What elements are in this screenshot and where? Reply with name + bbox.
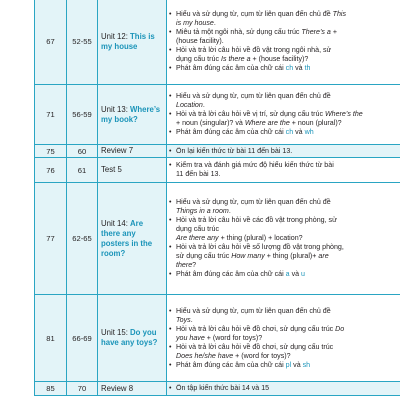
objective-item [169, 325, 399, 343]
unit-title: Are there any posters in the room? [101, 218, 153, 258]
objective-line [176, 234, 399, 243]
objective-line [176, 128, 399, 137]
bullet-icon: • [169, 28, 172, 36]
table-row [35, 0, 400, 85]
unit-number: Unit 14: [101, 218, 131, 228]
objective-text: và [293, 128, 305, 136]
objective-text: Phát âm đúng các âm của chữ cái [176, 128, 286, 136]
objective-line [176, 92, 399, 101]
objective-line [176, 261, 399, 270]
objective-line [176, 10, 399, 19]
objective-item [169, 161, 399, 179]
objective-line [176, 352, 399, 361]
objective-text: Ôn lại kiến thức từ bài 11 đến bài 13. [176, 146, 293, 155]
objective-line [176, 19, 399, 28]
objective-text: Hỏi và trả lời câu hỏi về số lượng đồ vật trong phòng, [176, 243, 344, 251]
objectives-list [169, 198, 399, 279]
bullet-icon: • [169, 306, 172, 315]
phonics-letters: u [301, 270, 305, 278]
objective-pattern: Are there any [176, 234, 219, 242]
objective-text: và [291, 360, 303, 369]
objectives-list [169, 161, 399, 179]
unit-label: Review 8 [101, 383, 134, 393]
bullet-icon: • [169, 10, 172, 18]
objectives-cell [167, 295, 400, 382]
objective-pattern: is my house [176, 19, 214, 27]
objective-text: . [228, 207, 231, 215]
objective-item [169, 307, 399, 325]
objective-line [176, 55, 399, 64]
bullet-icon: • [169, 128, 172, 136]
objective-item [169, 361, 399, 370]
unit-cell [98, 0, 167, 85]
objectives-cell [167, 0, 400, 85]
objective-line [176, 198, 399, 207]
objective-text: ? [192, 261, 197, 269]
objective-item [169, 216, 399, 243]
objective-line [176, 384, 399, 393]
objective-line [176, 110, 399, 119]
objective-item [169, 128, 399, 137]
objectives-cell [167, 85, 400, 145]
unit-number: Unit 12: [101, 31, 131, 41]
week-cell: 85 [35, 382, 67, 396]
objective-text: Hiểu và sử dụng từ, cụm từ liên quan đến chủ đề [176, 10, 333, 18]
bullet-icon: • [169, 216, 172, 224]
bullet-icon: • [169, 110, 172, 118]
pages-cell: 56-59 [67, 85, 98, 145]
objective-text: Hỏi và trả lời câu hỏi về đồ chơi, sử dụng cấu trúc [176, 324, 336, 333]
objective-text: + (word for toys)? [204, 333, 263, 342]
objective-line [176, 334, 399, 343]
objectives-list [169, 147, 399, 156]
objective-text: Phát âm đúng các âm của chữ cái [176, 64, 286, 72]
objective-pattern: you have [176, 333, 205, 342]
unit-title: This is my house [101, 31, 155, 51]
pages-cell: 52-55 [67, 0, 98, 85]
objectives-list [169, 10, 399, 73]
objective-text: . [202, 101, 205, 109]
objective-pattern: Toys [176, 315, 191, 324]
objective-text: Phát âm đúng các âm của chữ cái [176, 360, 286, 369]
table-row [35, 145, 400, 158]
objectives-list [169, 307, 399, 370]
objective-text: Kiểm tra và đánh giá mức độ hiểu kiến thức từ bài [176, 161, 334, 169]
objective-text: và [289, 270, 302, 278]
objective-line [176, 343, 399, 352]
pages-cell: 60 [67, 145, 98, 158]
objective-line [176, 161, 399, 170]
bullet-icon: • [169, 64, 172, 72]
objective-text: và [293, 64, 305, 72]
bullet-icon: • [169, 243, 172, 251]
objective-line [176, 252, 399, 261]
table-row [35, 295, 400, 382]
bullet-icon: • [169, 161, 172, 169]
objective-item [169, 28, 399, 46]
pages-cell: 70 [67, 382, 98, 396]
objective-text: Ôn tập kiến thức bài 14 và 15 [176, 384, 270, 392]
objective-pattern: Where are the [244, 119, 290, 127]
objective-pattern: there [176, 261, 193, 269]
bullet-icon: • [169, 92, 172, 100]
objective-pattern: This [332, 10, 347, 18]
objective-text: . [190, 315, 193, 324]
objective-text: dụng cấu trúc [176, 55, 221, 63]
objective-line [176, 307, 399, 316]
objective-pattern: Where’s the [324, 110, 363, 118]
objectives-cell [167, 382, 400, 396]
objective-text: Phát âm đúng các âm của chữ cái [176, 270, 286, 278]
objectives-list [169, 384, 399, 393]
phonics-letters: th [304, 64, 311, 72]
objective-text: Hiểu và sử dụng từ, cụm từ liên quan đến chủ đề [176, 306, 331, 315]
unit-number: Unit 13: [101, 104, 131, 114]
objective-item [169, 270, 399, 279]
unit-title: Where’s my book? [101, 104, 161, 124]
unit-title: Do you have any toys? [101, 328, 158, 347]
objective-line [176, 270, 399, 279]
objectives-cell [167, 145, 400, 158]
objective-line [176, 225, 399, 234]
objective-item [169, 343, 399, 361]
table-row [35, 85, 400, 145]
objective-line [176, 170, 399, 179]
objective-pattern: There’s a [301, 28, 331, 36]
week-cell: 71 [35, 85, 67, 145]
objective-text: + [330, 28, 337, 36]
phonics-letters: a [285, 270, 290, 278]
objective-item [169, 10, 399, 28]
bullet-icon: • [169, 198, 172, 206]
bullet-icon: • [169, 146, 172, 155]
objective-text: + (word for toys)? [233, 351, 291, 360]
unit-cell [98, 183, 167, 295]
objective-text: Hỏi và trả lời câu hỏi về đồ vật trong ngôi nhà, sử [176, 46, 332, 54]
bullet-icon: • [169, 384, 172, 392]
objective-line [176, 325, 399, 334]
objective-item [169, 198, 399, 216]
objectives-cell [167, 183, 400, 295]
objective-pattern: Is there a [220, 55, 251, 63]
objective-text: + thing (plural) + location? [218, 234, 303, 242]
week-cell: 81 [35, 295, 67, 382]
pages-cell: 62-65 [67, 183, 98, 295]
unit-cell [98, 85, 167, 145]
bullet-icon: • [169, 342, 172, 351]
unit-label: Test 5 [101, 165, 122, 174]
objective-line [176, 119, 399, 128]
unit-cell [98, 295, 167, 382]
objective-text: (house facility). [176, 37, 224, 45]
objective-pattern: Do [335, 324, 345, 333]
bullet-icon: • [169, 324, 172, 333]
unit-cell [98, 158, 167, 183]
unit-cell [98, 382, 167, 396]
objective-pattern: Things in a room [176, 207, 229, 215]
objective-text: Hiểu và sử dụng từ, cụm từ liên quan đến chủ đề [176, 92, 331, 100]
objective-line [176, 46, 399, 55]
phonics-letters: pl [285, 360, 292, 369]
objective-text: Miêu tả một ngôi nhà, sử dụng cấu trúc [176, 28, 302, 36]
objective-item [169, 92, 399, 110]
objective-pattern: Does he/she have [176, 351, 234, 360]
phonics-letters: sh [302, 360, 311, 369]
phonics-letters: wh [304, 128, 314, 136]
week-cell: 67 [35, 0, 67, 85]
objective-text: Hỏi và trả lời câu hỏi về các đồ vật trong phòng, sử [176, 216, 337, 224]
objectives-list [169, 92, 399, 137]
objective-line [176, 316, 399, 325]
objective-item [169, 243, 399, 270]
objective-text: dụng cấu trúc [176, 225, 219, 233]
objective-item [169, 110, 399, 128]
bullet-icon: • [169, 360, 172, 369]
unit-cell [98, 145, 167, 158]
objective-pattern: Location [176, 101, 203, 109]
objectives-cell [167, 158, 400, 183]
objective-item [169, 64, 399, 73]
phonics-letters: ch [285, 64, 294, 72]
pages-cell: 66-69 [67, 295, 98, 382]
objective-line [176, 216, 399, 225]
objective-item [169, 147, 399, 156]
objective-pattern: How many [231, 252, 265, 260]
objective-line [176, 243, 399, 252]
phonics-letters: ch [285, 128, 294, 136]
objective-text: Hỏi và trả lời câu hỏi về vị trí, sử dụng cấu trúc [176, 110, 325, 118]
unit-number: Unit 15: [101, 328, 131, 337]
table-row [35, 382, 400, 396]
objective-text: Hỏi và trả lời câu hỏi về đồ chơi, sử dụng cấu trúc [176, 342, 334, 351]
objective-line [176, 207, 399, 216]
objective-item [169, 384, 399, 393]
objective-pattern: are [318, 252, 329, 260]
objective-line [176, 361, 399, 370]
objective-text: + noun (plural)? [289, 119, 342, 127]
objective-text: + thing (plural)+ [264, 252, 319, 260]
objective-line [176, 101, 399, 110]
objective-line [176, 28, 399, 37]
pages-cell: 61 [67, 158, 98, 183]
objective-line [176, 64, 399, 73]
week-cell: 76 [35, 158, 67, 183]
objective-text: sử dụng cấu trúc [176, 252, 232, 260]
table-row [35, 158, 400, 183]
objective-text: 11 đến bài 13. [176, 170, 221, 178]
bullet-icon: • [169, 46, 172, 54]
curriculum-table [34, 0, 400, 396]
week-cell: 77 [35, 183, 67, 295]
objective-text: . [213, 19, 216, 27]
objective-text: + (house facility)? [250, 55, 309, 63]
objective-item [169, 46, 399, 64]
bullet-icon: • [169, 270, 172, 278]
objective-text: Hiểu và sử dụng từ, cụm từ liên quan đến chủ đề [176, 198, 331, 206]
objective-text: + noun (singular)? và [176, 119, 245, 127]
unit-label: Review 7 [101, 146, 134, 155]
week-cell: 75 [35, 145, 67, 158]
table-row [35, 183, 400, 295]
objective-line [176, 147, 399, 156]
objective-line [176, 37, 399, 46]
